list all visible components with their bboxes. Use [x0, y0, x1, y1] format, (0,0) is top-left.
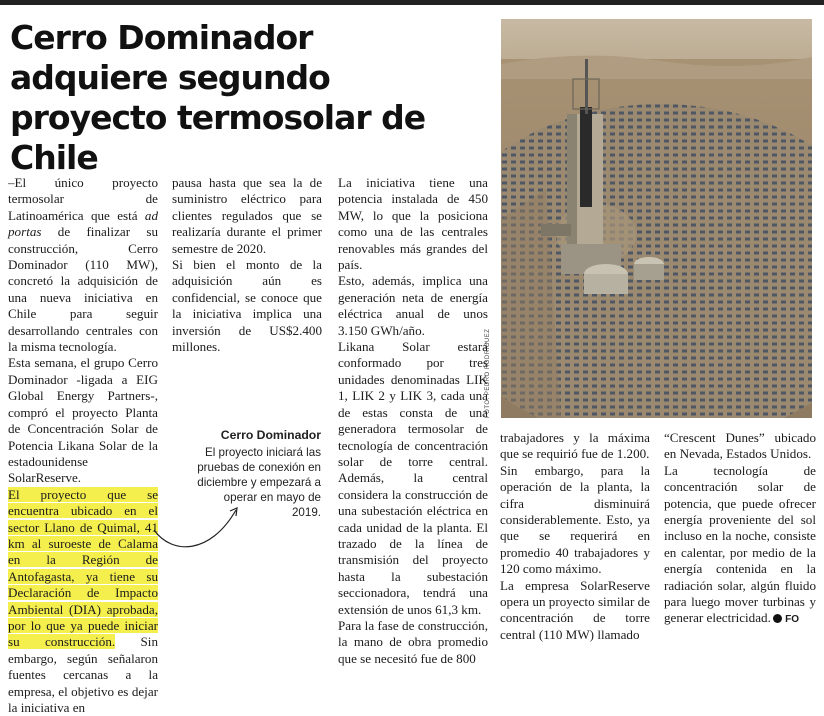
column-2 [172, 175, 322, 355]
paragraph: Esto, además, implica una generación neta de energía eléctrica anual de unos 3.150 GWh/año. [338, 273, 488, 338]
signoff-icon [773, 614, 782, 623]
paragraph: pausa hasta que sea la de suministro eléctrico para clientes regulados que se realizaría durante el primer semestre de 2020. [172, 175, 322, 256]
caption-arrow-icon [150, 500, 250, 555]
paragraph: trabajadores y la máxima que se requirió fue de 1.200. [500, 430, 650, 462]
paragraph: Para la fase de construcción, la mano de obra promedio que se necesitó fue de 800 [338, 617, 488, 666]
solar-tower-image [501, 19, 812, 418]
paragraph: Si bien el monto de la adquisición aún es confidencial, se conoce que la iniciativa implica una inversión de US$2.400 millones. [172, 257, 322, 355]
column-3 [338, 175, 488, 667]
paragraph: “Crescent Dunes” ubicado en Nevada, Estados Unidos. [664, 430, 816, 462]
paragraph: –El único proyecto termosolar de Latinoamérica que está ad portas de finalizar su construcción, Cerro Dominador (110 MW), concretó la adquisición de una nueva iniciativa en Chile para seguir desarrollando centrales con la misma tecnología. [8, 175, 158, 355]
column-4 [500, 430, 650, 643]
paragraph: El proyecto que se encuentra ubicado en el sector Llano de Quimal, 41 km al suroeste de Calama en la Región de Antofagasta, ya tiene su Declaración de Impacto Ambiental (DIA) aprobada, por lo que ya puede iniciar su construcción. Sin embargo, según señalaron fuentes cercanas a la empresa, el objetivo es dejar la iniciativa en [8, 486, 158, 715]
paragraph: Likana Solar estará conformado por tres unidades denominadas LIK 1, LIK 2 y LIK 3, cada una de estas consta de una generadora termosolar de tecnología de concentración solar de torre central. Además, la central considera la construcción de una subestación eléctrica en cada unidad de la planta. El trazado de la línea de transmisión del proyecto hasta la subestación seccionadora, tendrá una extensión de unos 61,3 km. [338, 339, 488, 617]
caption-text: El proyecto iniciará las pruebas de conexión en diciembre y empezará a operar en mayo de 2019. [197, 446, 321, 519]
paragraph: Sin embargo, para la operación de la planta, la cifra disminuirá considerablemente. Esto, ya que se requerirá en promedio 40 trabajadores y 120 como máximo. [500, 462, 650, 577]
caption-title: Cerro Dominador [220, 428, 321, 442]
headline: Cerro Dominador adquiere segundo proyecto termosolar de Chile [10, 18, 426, 177]
paragraph: La iniciativa tiene una potencia instalada de 450 MW, lo que la posiciona como una de las centrales renovables más grandes del país. [338, 175, 488, 273]
column-1 [8, 175, 158, 716]
highlighted-text: El proyecto que se encuentra ubicado en el sector Llano de Quimal, 41 km al suroeste de Calama en la Región de Antofagasta, ya tiene su Declaración de Impacto Ambiental (DIA) aprobada, por lo que ya puede iniciar su construcción. [8, 486, 158, 650]
column-5 [664, 430, 816, 629]
photo-credit: FOTO: PEDRO RODRÍGUEZ [485, 328, 491, 418]
author-signoff: FO [785, 614, 800, 626]
paragraph: La tecnología de concentración solar de potencia, que puede ofrecer energía proveniente del sol incluso en la noche, consiste en calentar, por medio de la energía contenida en la radiación solar, algún fluido para luego mover turbinas y generar electricidad. FO [664, 462, 816, 626]
paragraph: La empresa SolarReserve opera un proyecto similar de concentración de torre central (110 MW) llamado [500, 577, 650, 642]
solar-plant-photo [501, 19, 812, 418]
paragraph: Esta semana, el grupo Cerro Dominador -ligada a EIG Global Energy Partners-, compró el proyecto Planta de Concentración Solar de Potencia Likana Solar de la estadounidense SolarReserve. [8, 355, 158, 486]
italic-phrase: ad portas [8, 207, 158, 240]
top-rule [0, 0, 824, 5]
